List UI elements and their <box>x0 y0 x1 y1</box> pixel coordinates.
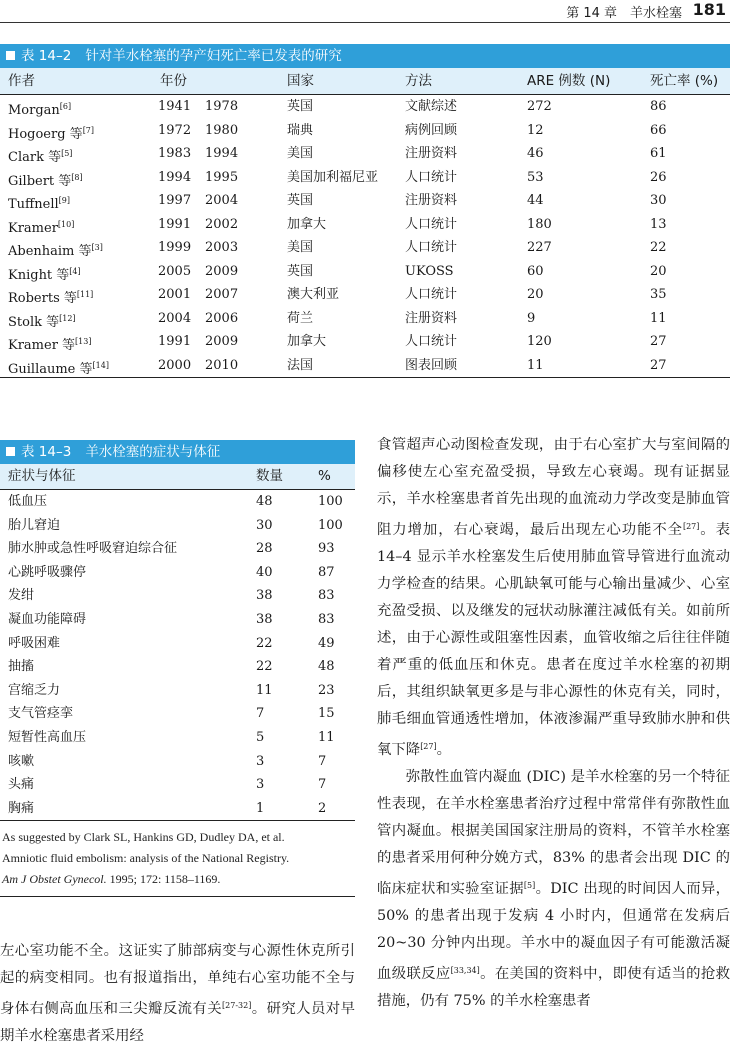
cell-method: UKOSS <box>405 263 454 279</box>
cell-year-start: 1994 <box>158 169 192 185</box>
reference: [5] <box>523 881 536 890</box>
table-header-row <box>0 464 355 490</box>
table-row <box>0 260 730 284</box>
col-header-sign: 症状与体征 <box>8 468 76 484</box>
table-row <box>0 354 730 378</box>
author-name: Gilbert 等 <box>8 173 72 189</box>
footnote-line: As suggested by Clark SL, Hankins GD, Dudley DA, et al. <box>2 830 285 845</box>
cell-year-start: 1972 <box>158 122 192 138</box>
cell-sign: 呼吸困难 <box>8 635 61 651</box>
cell-cases: 44 <box>527 193 544 208</box>
cell-cases: 180 <box>527 216 552 232</box>
reference: [11] <box>76 290 94 299</box>
cell-mortality: 30 <box>650 193 667 208</box>
cell-percent: 7 <box>318 777 327 793</box>
cell-year-end: 2002 <box>205 216 239 232</box>
cell-year-end: 2007 <box>205 287 239 302</box>
cell-year-end: 2004 <box>205 193 239 208</box>
body-text-right-column <box>377 432 730 1015</box>
reference: [6] <box>59 102 72 111</box>
text-run: 弥散性血管内凝血 (DIC) 是羊水栓塞的另一个特征性表现，在羊水栓塞患者治疗过程中常常伴有弥散性血管内凝血。根据美国国家注册局的资料，不管羊水栓塞的患者采用何种分娩方式，83% 的患者会出现 DIC 的临床症状和实验室证据 <box>377 769 730 897</box>
table-row <box>0 773 355 797</box>
reference: [7] <box>82 125 95 135</box>
cell-count: 11 <box>256 682 273 698</box>
text-run: 。研究人员对早期羊水栓塞患者采用经 <box>0 1001 355 1044</box>
table-row <box>0 655 355 679</box>
cell-mortality: 27 <box>650 334 667 349</box>
cell-percent: 93 <box>318 541 335 557</box>
col-header-author: 作者 <box>8 73 35 89</box>
cell-year-end: 1994 <box>205 146 239 161</box>
table-row <box>0 726 355 750</box>
cell-percent: 83 <box>318 588 335 604</box>
paragraph <box>0 938 355 1050</box>
author-name: Guillaume 等 <box>8 361 93 377</box>
text-run: 。表 14–4 显示羊水栓塞发生后使用肺血管导管进行血流动力学检查的结果。心肌缺氧可能与心输出量减少、心室充盈受损、以及继发的冠状动脉灌注减低有关。如前所述，由于心源性或阻塞性因素，血管收缩之后往往伴随着严重的低血压和休克。患者在度过羊水栓塞的初期后，其组织缺氧更多是与非心源性的休克有关，同时，肺毛细血管通透性增加，体液渗漏严重导致肺水肿和供氧下降 <box>377 522 730 758</box>
table-title: 羊水栓塞的症状与体征 <box>85 444 221 460</box>
cell-year-end: 2009 <box>205 263 239 279</box>
cell-country: 瑞典 <box>287 122 314 138</box>
cell-cases: 20 <box>527 287 544 302</box>
table-bottom-rule <box>0 896 355 897</box>
cell-year-start: 2004 <box>158 310 192 326</box>
cell-method: 人口统计 <box>405 334 458 349</box>
cell-method: 注册资料 <box>405 310 458 326</box>
cell-country: 英国 <box>287 193 314 208</box>
cell-year-end: 2003 <box>205 240 239 255</box>
cell-year-start: 1991 <box>158 216 192 232</box>
author-name: Roberts 等 <box>8 291 77 306</box>
cell-percent: 23 <box>318 682 335 698</box>
running-header <box>0 0 730 23</box>
cell-country: 美国加利福尼亚 <box>287 169 379 185</box>
table-row <box>0 307 730 331</box>
cell-cases: 120 <box>527 334 552 349</box>
cell-percent: 100 <box>318 517 343 533</box>
col-header-cases: ARE 例数 (N) <box>527 73 611 89</box>
reference: [3] <box>91 243 103 252</box>
table-row <box>0 608 355 632</box>
col-header-year: 年份 <box>160 73 187 89</box>
cell-method: 图表回顾 <box>405 357 458 373</box>
table-row <box>0 166 730 190</box>
cell-count: 30 <box>256 517 273 533</box>
cell-cases: 9 <box>527 310 536 326</box>
cell-year-start: 2005 <box>158 263 192 279</box>
body-text-left-column <box>0 938 355 1050</box>
table-row <box>0 561 355 585</box>
table-header-row <box>0 68 730 95</box>
cell-sign: 凝血功能障碍 <box>8 611 87 627</box>
chapter-title: 第 14 章 羊水栓塞 <box>566 6 682 21</box>
cell-percent: 7 <box>318 753 327 769</box>
cell-method: 人口统计 <box>405 169 458 185</box>
cell-count: 38 <box>256 588 273 604</box>
cell-country: 澳大利亚 <box>287 287 340 302</box>
cell-percent: 83 <box>318 611 335 627</box>
table-body <box>0 95 730 377</box>
author-name: Tuffnell <box>8 197 59 212</box>
table-number: 表 14–2 <box>21 48 72 64</box>
text-run: 。在美国的资料中，即使有适当的抢救措施，仍有 75% 的羊水栓塞患者 <box>377 966 730 1009</box>
reference: [12] <box>59 313 76 323</box>
text-run: 食管超声心动图检查发现，由于右心室扩大与室间隔的偏移使左心室充盈受损，导致左心衰竭。现有证据显示，羊水栓塞患者首先出现的血流动力学改变是肺血管阻力增加，右心衰竭，最后出现左心功能不全 <box>377 437 730 538</box>
footnote-citation: 1995; 172: 1158–1169. <box>106 872 221 887</box>
cell-count: 7 <box>256 706 265 722</box>
cell-percent: 11 <box>318 729 335 745</box>
cell-method: 病例回顾 <box>405 122 458 138</box>
reference: [33,34] <box>450 966 480 975</box>
table-14-2 <box>0 44 730 378</box>
table-title-bar <box>0 44 730 68</box>
cell-method: 文献综述 <box>405 99 458 114</box>
table-row <box>0 213 730 237</box>
cell-year-end: 2009 <box>205 334 239 349</box>
cell-count: 28 <box>256 541 273 557</box>
cell-count: 3 <box>256 777 265 793</box>
author-name: Stolk 等 <box>8 314 60 330</box>
cell-count: 22 <box>256 659 273 675</box>
cell-count: 1 <box>256 800 265 816</box>
author-name: Abenhaim 等 <box>8 244 92 259</box>
table-footnote <box>0 820 355 890</box>
table-row <box>0 584 355 608</box>
table-row <box>0 142 730 166</box>
table-row <box>0 236 730 260</box>
cell-sign: 心跳呼吸骤停 <box>8 564 87 580</box>
cell-sign: 咳嗽 <box>8 753 35 769</box>
cell-author <box>8 354 109 382</box>
square-bullet-icon <box>6 447 15 456</box>
cell-percent: 100 <box>318 494 343 509</box>
cell-country: 美国 <box>287 146 314 161</box>
cell-sign: 抽搐 <box>8 659 35 675</box>
cell-cases: 227 <box>527 240 552 255</box>
cell-year-start: 1941 <box>158 99 192 114</box>
cell-cases: 272 <box>527 99 552 114</box>
cell-mortality: 27 <box>650 357 667 373</box>
table-bottom-rule <box>0 377 730 378</box>
cell-sign: 宫缩乏力 <box>8 682 61 698</box>
cell-mortality: 86 <box>650 99 667 114</box>
author-name: Hogoerg 等 <box>8 126 83 142</box>
cell-mortality: 11 <box>650 310 667 326</box>
cell-sign: 胸痛 <box>8 800 35 816</box>
cell-count: 40 <box>256 564 273 580</box>
table-row <box>0 514 355 538</box>
cell-percent: 87 <box>318 564 335 580</box>
cell-cases: 12 <box>527 122 544 138</box>
cell-mortality: 61 <box>650 146 667 161</box>
reference: [8] <box>71 172 83 182</box>
reference: [27-32] <box>222 1001 252 1010</box>
table-row <box>0 537 355 561</box>
cell-year-start: 1983 <box>158 146 192 161</box>
col-header-percent: % <box>318 468 331 484</box>
cell-count: 38 <box>256 611 273 627</box>
footnote-journal: Am J Obstet Gynecol. <box>2 872 107 887</box>
cell-year-start: 1991 <box>158 334 192 349</box>
table-number: 表 14–3 <box>21 444 72 460</box>
author-name: Kramer 等 <box>8 338 76 353</box>
cell-cases: 46 <box>527 146 544 161</box>
cell-country: 英国 <box>287 263 314 279</box>
table-row <box>0 283 730 307</box>
cell-method: 人口统计 <box>405 240 458 255</box>
table-row <box>0 632 355 656</box>
cell-year-end: 1980 <box>205 122 239 138</box>
cell-mortality: 22 <box>650 240 667 255</box>
cell-method: 注册资料 <box>405 146 458 161</box>
cell-country: 加拿大 <box>287 216 327 232</box>
reference: [10] <box>57 219 75 229</box>
cell-cases: 11 <box>527 357 544 373</box>
author-name: Kramer <box>8 220 58 236</box>
cell-sign: 胎儿窘迫 <box>8 517 61 533</box>
cell-country: 法国 <box>287 357 314 373</box>
cell-count: 3 <box>256 753 265 769</box>
table-row <box>0 330 730 354</box>
cell-cases: 60 <box>527 263 544 279</box>
table-body <box>0 490 355 820</box>
reference: [9] <box>58 196 71 205</box>
cell-year-end: 1978 <box>205 99 239 114</box>
cell-mortality: 13 <box>650 216 667 232</box>
reference: [13] <box>75 337 92 346</box>
cell-sign: 短暂性高血压 <box>8 729 87 745</box>
cell-mortality: 35 <box>650 287 667 302</box>
cell-year-end: 2006 <box>205 310 239 326</box>
reference: [4] <box>69 266 81 276</box>
col-header-count: 数量 <box>256 468 283 484</box>
cell-year-start: 2000 <box>158 357 192 373</box>
col-header-mortality: 死亡率 (%) <box>650 73 719 89</box>
table-row <box>0 679 355 703</box>
cell-count: 48 <box>256 494 273 509</box>
reference: [5] <box>61 149 73 158</box>
paragraph <box>377 432 730 764</box>
cell-percent: 15 <box>318 706 335 722</box>
cell-method: 人口统计 <box>405 216 458 232</box>
cell-country: 美国 <box>287 240 314 255</box>
footnote-line: Amniotic fluid embolism: analysis of the National Registry. <box>2 851 290 866</box>
table-row <box>0 119 730 143</box>
cell-sign: 低血压 <box>8 494 48 509</box>
author-name: Clark 等 <box>8 150 62 165</box>
cell-percent: 49 <box>318 635 335 651</box>
table-row <box>0 490 355 514</box>
cell-count: 5 <box>256 729 265 745</box>
cell-country: 英国 <box>287 99 314 114</box>
cell-sign: 头痛 <box>8 777 35 793</box>
table-14-3 <box>0 440 355 897</box>
table-row <box>0 189 730 213</box>
cell-sign: 肺水肿或急性呼吸窘迫综合征 <box>8 541 178 557</box>
cell-year-start: 1999 <box>158 240 192 255</box>
cell-country: 加拿大 <box>287 334 327 349</box>
table-title-bar <box>0 440 355 464</box>
cell-percent: 2 <box>318 800 327 816</box>
cell-year-start: 1997 <box>158 193 192 208</box>
cell-sign: 支气管痉挛 <box>8 706 74 722</box>
table-row <box>0 797 355 821</box>
table-row <box>0 750 355 774</box>
cell-cases: 53 <box>527 169 544 185</box>
cell-count: 22 <box>256 635 273 651</box>
reference: [27] <box>682 522 700 531</box>
author-name: Knight 等 <box>8 267 70 283</box>
cell-method: 注册资料 <box>405 193 458 208</box>
cell-mortality: 66 <box>650 122 667 138</box>
text-run: 左心室功能不全。这证实了肺部病变与心源性休克所引起的病变相同。也有报道指出，单纯右心室功能不全与身体右侧高血压和三尖瓣反流有关 <box>0 943 355 1017</box>
author-name: Morgan <box>8 103 60 118</box>
page-number: 181 <box>692 0 726 19</box>
cell-percent: 48 <box>318 659 335 675</box>
col-header-country: 国家 <box>287 73 314 89</box>
table-title: 针对羊水栓塞的孕产妇死亡率已发表的研究 <box>85 48 342 64</box>
col-header-method: 方法 <box>405 73 432 89</box>
text-run: 。 <box>436 742 452 758</box>
square-bullet-icon <box>6 51 15 60</box>
table-row <box>0 702 355 726</box>
cell-sign: 发绀 <box>8 588 35 604</box>
footnote-line <box>2 869 355 890</box>
table-row <box>0 95 730 119</box>
reference: [14] <box>92 360 109 370</box>
cell-country: 荷兰 <box>287 310 314 326</box>
cell-year-end: 1995 <box>205 169 239 185</box>
paragraph <box>377 764 730 1015</box>
reference: [27] <box>420 742 437 751</box>
cell-mortality: 26 <box>650 169 667 185</box>
text-run: 。DIC 出现的时间因人而异，50% 的患者出现于发病 4 小时内，但通常在发病后 20~30 分钟内出现。羊水中的凝血因子有可能激活凝血级联反应 <box>377 881 730 982</box>
cell-mortality: 20 <box>650 263 667 279</box>
cell-year-end: 2010 <box>205 357 239 373</box>
cell-method: 人口统计 <box>405 287 458 302</box>
cell-year-start: 2001 <box>158 287 192 302</box>
